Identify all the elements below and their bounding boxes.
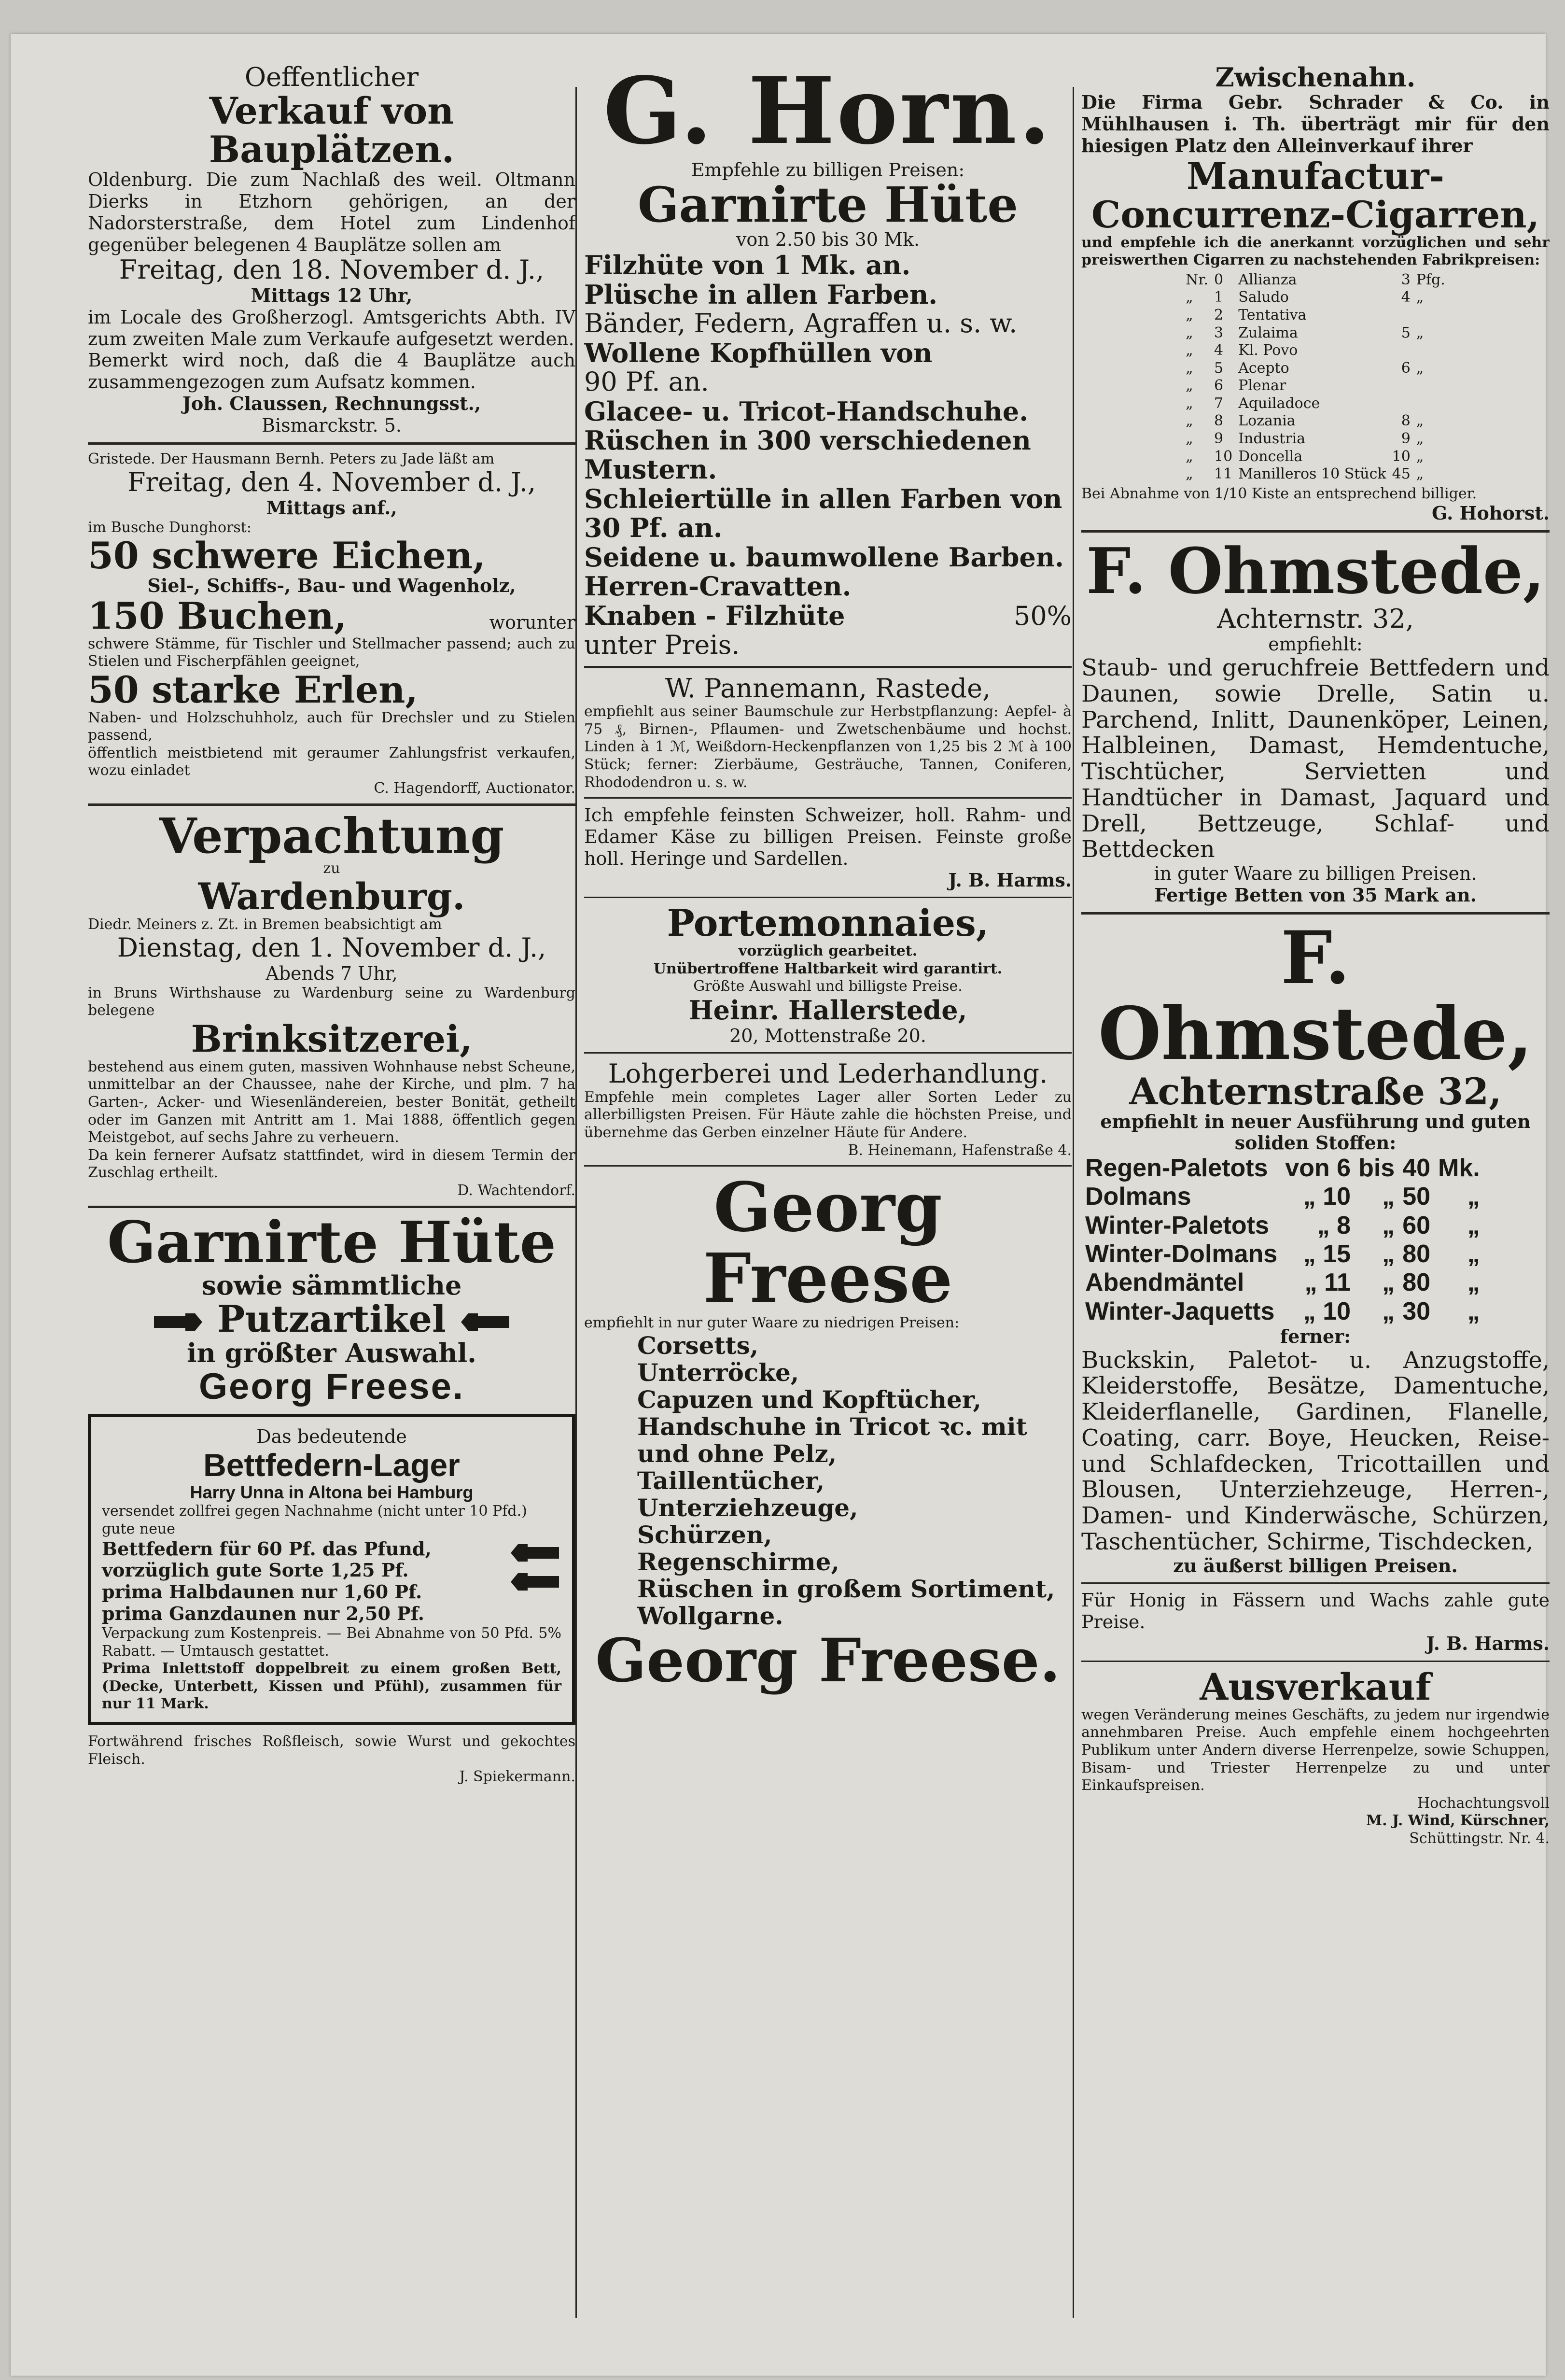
table-cell: Saludo [1238,289,1289,306]
ad-footer: Fertige Betten von 35 Mark an. [1154,884,1477,906]
ad-line: Glacee- u. Tricot-Handschuhe. [584,395,1029,427]
ad-address: Achternstr. 32, [1217,603,1414,634]
ad-body: Da kein fernerer Aufsatz stattfindet, wird in diesem Termin der Zuschlag ertheilt. [88,1146,575,1182]
list-item: und ohne Pelz, [637,1439,837,1468]
ad-close: Hochachtungsvoll [1417,1794,1550,1812]
ad-intro: empfiehlt: [1268,634,1363,655]
ad-intro: empfiehlt in neuer Ausführung und guten soliden Stoffen: [1100,1110,1531,1154]
table-cell: Kl. Povo [1238,342,1298,359]
table-cell: „ [1186,289,1193,306]
table-cell: von 6 [1285,1154,1351,1183]
divider [584,897,1072,898]
table-cell [1389,307,1413,324]
ad-line: Seidene u. baumwollene Barben. [584,541,1064,573]
divider [88,803,575,806]
column-divider [1073,87,1074,2318]
ad-intro: Diedr. Meiners z. Zt. in Bremen beabsichtigt am [88,915,442,933]
ad-holzverkauf [88,451,575,798]
table-cell: „ [1382,1268,1395,1297]
ad-garnirte-huete [88,1208,575,1408]
ad-line: sowie sämmtliche [201,1269,462,1301]
table-cell: 80 [1402,1268,1431,1297]
ad-time: Mittags anf., [266,496,397,519]
ad-intro: und empfehle ich die anerkannt vorzüglichen und sehr preiswerthen Cigarren zu nachstehenden Fabrikpreisen: [1081,234,1550,269]
table-cell: 0 [1214,271,1224,288]
ad-name: Heinr. Hallerstede, [688,995,967,1026]
table-cell: „ [1186,448,1193,465]
ad-signature: J. Spiekermann. [459,1768,575,1786]
ad-line: Knaben - Filzhüte [584,600,845,631]
table-cell: 60 [1402,1211,1431,1239]
ad-item: 50 schwere Eichen, [88,534,486,577]
column-left [88,63,575,2313]
table-cell: Pfg. [1416,271,1445,288]
table-cell: 3 [1214,324,1224,341]
ad-kaese [584,804,1072,891]
divider [1081,1661,1550,1662]
coat-price-table [1081,1154,1484,1326]
ad-body: Oldenburg. Die zum Nachlaß des weil. Oltmann Dierks in Etzhorn gehörigen, an der Nadorsterstraße, dem Hotel zum Lindenhof gegenüber belegenen 4 Bauplätze sollen am [88,169,575,255]
ad-portemonnaies [584,901,1072,1046]
column-divider [575,87,577,2318]
table-cell: Plenar [1238,377,1286,394]
table-cell [1413,395,1448,413]
ad-name: W. Pannemann, Rastede, [665,673,991,704]
list-item: Unterröcke, [637,1358,799,1387]
table-cell: „ [1186,394,1193,412]
ad-intro: Die Firma Gebr. Schrader & Co. in Mühlhausen i. Th. überträgt mir für den hiesigen Platz den Alleinverkauf ihrer [1081,91,1550,157]
list-item: Schürzen, [637,1520,772,1549]
ad-headline: Bettfedern-Lager [203,1447,460,1483]
ad-address: Bismarckstr. 5. [262,414,402,436]
ad-intro: versendet zollfrei gegen Nachnahme (nicht unter 10 Pfd.) gute neue [102,1503,527,1538]
ad-body: bestehend aus einem guten, massiven Wohnhause nebst Scheune, unmittelbar an der Chaussee, nahe der Kirche, und plm. 7 ha Garten-, Acker- und Wiesenländereien, bester Bonität, getheilt oder im Ganzen mit Antritt am 1. Mai 1888, öffentlich gegen Meistgebot, auf sechs Jahre zu verheuern. [88,1058,575,1146]
table-cell: Winter-Jaquetts [1085,1297,1275,1325]
table-cell: „ [1186,412,1193,430]
ad-line: Unübertroffene Haltbarkeit wird garantirt. [653,960,1003,977]
table-cell: „ [1186,342,1193,359]
table-cell: 40 [1402,1154,1431,1183]
table-cell: „ 11 [1304,1268,1351,1297]
ad-bettfedern-box [88,1414,575,1725]
divider [88,442,575,445]
table-row [1081,1240,1484,1268]
ad-headline: Garnirte Hüte [638,176,1018,234]
ad-date: Freitag, den 18. November d. J., [119,254,545,285]
divider [584,1165,1072,1167]
ad-body: Staub- und geruchfreie Bettfedern und Daunen, sowie Drelle, Satin u. Parchend, Inlitt, Daunenköper, Leinen, Halbleinen, Damast, Hemdentuche, Tischtücher, Servietten und Handtücher in Damast, Jaquard und Drell, Bettzeuge, Schlaf- und Bettdecken [1081,654,1550,863]
table-cell: Acepto [1238,359,1289,377]
ad-intro: empfiehlt in nur guter Waare zu niedrigen Preisen: [584,1314,960,1332]
table-row [1183,289,1448,307]
ad-item: 150 Buchen, [88,594,347,637]
table-cell: 5 [1401,324,1411,341]
table-cell [1389,342,1413,360]
table-cell: Allianza [1238,271,1297,288]
ad-item-note: schwere Stämme, für Tischler und Stellmacher passend; auch zu Stielen und Fischerpfählen geeignet, [88,635,575,670]
table-cell: 10 [1392,448,1411,465]
list-item: Unterziehzeuge, [637,1493,858,1522]
table-cell [1413,307,1448,324]
divider [1081,912,1550,915]
table-cell: 2 [1214,306,1224,324]
ad-name: Georg Freese. [198,1366,465,1408]
table-cell [1413,377,1448,395]
table-cell: Dolmans [1085,1183,1191,1211]
newspaper-page [11,34,1550,2376]
table-cell: Mk. [1438,1154,1480,1183]
ad-price-line: prima Halbdaunen nur 1,60 Pf. [102,1581,422,1603]
table-cell: „ [1186,377,1193,394]
ad-name: Georg Freese. [595,1625,1061,1696]
ad-intro: Empfehle zu billigen Preisen: [691,159,965,181]
ad-putzartikel: Putzartikel [217,1297,446,1340]
table-cell: 6 [1214,377,1224,394]
ad-signature: J. B. Harms. [948,869,1072,891]
ad-firm: Harry Unna in Altona bei Hamburg [190,1482,474,1503]
list-item: Handschuhe in Tricot ꝛc. mit [637,1412,1027,1441]
ad-address: Achternstraße 32, [1129,1070,1502,1113]
divider [1081,530,1550,533]
table-row [1081,1211,1484,1240]
table-row [1183,307,1448,324]
table-cell: „ [1467,1239,1480,1268]
table-cell: 4 [1401,289,1411,306]
list-item: Corsetts, [637,1331,759,1360]
ad-kicker: Das bedeutende [256,1426,407,1448]
table-cell [1389,395,1413,413]
ad-verpachtung [88,807,575,1200]
ad-signature: J. B. Harms. [1426,1633,1550,1655]
ad-georg-freese [584,1168,1072,1696]
table-cell: „ [1467,1183,1480,1211]
ad-price-line: prima Ganzdaunen nur 2,50 Pf. [102,1603,424,1625]
ad-line: Herren-Cravatten. [584,571,852,602]
table-cell: Doncella [1238,448,1303,465]
table-cell: 5 [1214,359,1224,377]
ad-signature: C. Hagendorff, Auctionator. [374,779,575,797]
ad-g-horn [584,63,1072,660]
list-item: Capuzen und Kopftücher, [637,1385,981,1414]
ad-line [88,1297,575,1340]
ad-price-line: vorzüglich gute Sorte 1,25 Pf. [102,1559,409,1581]
ad-signature: Joh. Claussen, Rechnungsst., [182,392,481,414]
table-cell: 11 [1214,465,1233,483]
ad-note: Bei Abnahme von 1/10 Kiste an entsprechend billiger. [1081,485,1477,502]
table-row [1081,1154,1484,1183]
ad-rossfleisch [88,1733,575,1786]
ad-product: Manufactur-Concurrenz-Cigarren, [1091,154,1540,236]
table-cell: 7 [1214,394,1224,412]
table-cell: „ [1416,359,1424,377]
ad-headline: Ausverkauf [1200,1665,1431,1708]
list-item: Rüschen in großem Sortiment, [637,1574,1055,1603]
ad-body: Fortwährend frisches Roßfleisch, sowie Wurst und gekochtes Fleisch. [88,1732,575,1768]
ad-percent: 50% [1013,600,1072,631]
ad-inlett: Prima Inlettstoff doppelbreit zu einem großen Bett, (Decke, Unterbett, Kissen und Pfühl), zusammen für nur 11 Mark. [102,1660,561,1713]
table-cell: Manilleros 10 Stück [1238,465,1386,483]
ad-intro: Gristede. Der Hausmann Bernh. Peters zu Jade läßt am [88,450,495,467]
table-cell: „ [1416,465,1424,483]
ad-name: Georg Freese [703,1168,953,1319]
ad-name: F. Ohmstede, [1098,915,1533,1077]
table-cell: 9 [1401,430,1411,448]
column-right [1081,63,1550,2313]
ad-line: unter Preis. [584,630,740,661]
ad-name: G. Horn. [603,63,1053,165]
table-cell: „ 15 [1303,1239,1351,1268]
table-row [1183,360,1448,378]
table-cell: Winter-Dolmans [1085,1239,1278,1268]
ad-zu: zu [323,859,340,877]
table-row [1081,1297,1484,1326]
ad-signature: G. Hohorst. [1432,502,1550,524]
table-cell: Nr. [1186,271,1208,288]
ad-signature: M. J. Wind, Kürschner, [1366,1812,1550,1830]
ad-ausverkauf [1081,1665,1550,1848]
table-cell: „ [1416,448,1424,465]
ad-headline: Verkauf von Bauplätzen. [209,89,455,171]
list-item: Wollgarne. [637,1601,783,1630]
ad-headline: Zwischenahn. [1215,63,1416,93]
ad-honig [1081,1590,1550,1654]
table-row [1183,377,1448,395]
ad-line: Schleiertülle in allen Farben von 30 Pf. an. [584,483,1062,544]
ad-item-note: Siel-, Schiffs-, Bau- und Wagenholz, [147,574,516,596]
table-cell: Abendmäntel [1085,1268,1244,1297]
ad-line: Größte Auswahl und billigste Preise. [693,978,963,995]
ad-headline: Garnirte Hüte [107,1208,556,1276]
table-row [1183,395,1448,413]
table-cell: 1 [1214,289,1224,306]
ad-line: Rüschen in 300 verschiedenen Mustern. [584,424,1031,485]
pointing-hand-icon [508,1538,561,1567]
table-cell: 4 [1214,342,1224,359]
ad-location: in Bruns Wirthshause zu Wardenburg seine zu Wardenburg belegene [88,984,575,1019]
column-middle [584,63,1072,2313]
table-cell: „ [1416,289,1424,306]
table-cell: „ [1416,430,1424,448]
divider [88,1206,575,1208]
ad-line: 90 Pf. an. [584,366,709,397]
ad-name: F. Ohmstede, [1086,534,1545,608]
list-item: Taillentücher, [637,1466,825,1495]
table-row [1183,430,1448,448]
ad-time: Abends 7 Uhr, [265,962,398,984]
table-cell: „ [1382,1183,1395,1211]
ad-line: Plüsche in allen Farben. [584,279,938,310]
table-row [1081,1183,1484,1211]
table-cell: „ [1186,359,1193,377]
ad-terms: Verpackung zum Kostenpreis. — Bei Abnahme von 50 Pfd. 5% Rabatt. — Umtausch gestattet. [102,1624,561,1660]
pointing-hand-icon [152,1308,205,1337]
ad-object: Brinksitzerei, [191,1017,473,1060]
divider [584,666,1072,668]
ad-place: Wardenburg. [198,875,465,918]
table-cell: 6 [1401,359,1411,377]
ad-zwischenahn [1081,63,1550,524]
table-cell: 45 [1392,465,1411,483]
ad-body: Ich empfehle feinsten Schweizer, holl. Rahm- und Edamer Käse zu billigen Preisen. Feinste große holl. Heringe und Sardellen. [584,804,1072,869]
table-cell: 3 [1401,271,1411,288]
ad-item-list [584,1332,1072,1630]
ad-ferner: ferner: [1280,1325,1351,1347]
table-cell: 50 [1402,1183,1431,1211]
ad-line: Wollene Kopfhüllen von [584,337,933,368]
ad-line: Filzhüte von 1 Mk. an. [584,250,911,281]
ad-line: in größter Auswahl. [187,1337,476,1368]
ad-kicker: Oeffentlicher [244,63,419,92]
table-row [1183,465,1448,483]
table-row [1183,412,1448,430]
ad-pannemann [584,674,1072,791]
ad-line: in guter Waare zu billigen Preisen. [1154,863,1477,885]
divider [584,1052,1072,1054]
table-cell: Regen-Paletots [1085,1154,1268,1183]
table-cell: 10 [1214,448,1233,465]
table-cell: 80 [1402,1239,1431,1268]
ad-body: Bemerkt wird noch, daß die 4 Bauplätze auch zusammengezogen zum Aufsatz kommen. [88,350,575,393]
table-cell: Industria [1238,430,1306,448]
ad-body: Für Honig in Fässern und Wachs zahle gute Preise. [1081,1590,1550,1633]
ad-footer: zu äußerst billigen Preisen. [1173,1554,1458,1577]
ad-ohmstede-2 [1081,915,1550,1577]
ad-body: wegen Veränderung meines Geschäfts, zu jedem nur irgendwie annehmbaren Preise. Auch empfehle einem hochgeehrten Publikum unter Andern diverse Herrenpelze, sowie Schuppen, Bisam- und Triester Herrenpelze zu und unter Einkaufspreisen. [1081,1706,1550,1794]
ad-lohgerberei [584,1059,1072,1159]
table-cell: 9 [1214,430,1224,448]
table-cell: „ 10 [1303,1183,1351,1211]
ad-item: 50 starke Erlen, [88,668,418,711]
table-cell: „ 8 [1317,1211,1351,1239]
pointing-hand-icon [508,1567,561,1596]
table-cell: „ [1186,465,1193,483]
ad-line: Bänder, Federn, Agraffen u. s. w. [584,308,1018,339]
divider [584,797,1072,799]
table-cell: Aquiladoce [1238,394,1320,412]
cigar-price-table [1183,271,1448,483]
ad-ohmstede-1 [1081,534,1550,906]
table-cell: „ [1186,306,1193,324]
ad-signature: D. Wachtendorf. [457,1182,575,1199]
table-row [1081,1268,1484,1297]
table-cell: 8 [1214,412,1224,430]
table-cell: „ [1467,1297,1480,1325]
table-cell: „ [1467,1211,1480,1239]
table-cell: bis [1358,1154,1395,1183]
table-cell: „ [1382,1297,1395,1325]
table-row [1183,324,1448,342]
ad-place: im Busche Dunghorst: [88,519,252,536]
ad-body: empfiehlt aus seiner Baumschule zur Herbstpflanzung: Aepfel- à 75 ₰, Birnen-, Pflaumen- und Zwetschenbäume und hochst. Linden à 1 ℳ, Weißdorn-Heckenpflanzen von 1,25 bis 2 ℳ à 100 Stück; ferner: Zierbäume, Gesträuche, Tannen, Coniferen, Rhododendron u. s. w. [584,703,1072,791]
table-cell: Zulaima [1238,324,1298,341]
ad-bauplaetze [88,63,575,437]
table-cell [1389,377,1413,395]
ad-body: Empfehle mein completes Lager aller Sorten Leder zu allerbilligsten Preisen. Für Häute zahle die höchsten Preise, und übernehme das Gerben einzelner Häute für Andere. [584,1088,1072,1141]
table-cell: „ [1416,412,1424,430]
ad-date: Dienstag, den 1. November d. J., [117,932,546,963]
ad-price: von 2.50 bis 30 Mk. [736,229,920,251]
table-cell: „ [1416,324,1424,341]
table-cell: „ 10 [1303,1297,1351,1325]
pointing-hand-icon [459,1308,512,1337]
table-cell: „ [1467,1268,1480,1297]
table-cell: „ [1382,1239,1395,1268]
table-cell: „ [1382,1211,1395,1239]
table-row [1183,271,1448,289]
table-cell: „ [1186,324,1193,341]
table-cell: „ [1186,430,1193,448]
ad-body: im Locale des Großherzogl. Amtsgerichts Abth. IV zum zweiten Male zum Verkaufe aufgesetzt werden. [88,306,575,350]
divider [1081,1582,1550,1584]
ad-body: Buckskin, Paletot- u. Anzugstoffe, Kleiderstoffe, Besätze, Damentuche, Kleiderflanelle, Gardinen, Flanelle, Coating, carr. Boye, Heucken, Reise- und Schlafdecken, Tricottaillen und Blousen, Unterziehzeuge, Herren-, Damen- und Kinderwäsche, Schürzen, Taschentücher, Schirme, Tischdecken, [1081,1346,1550,1555]
ad-headline: Lohgerberei und Lederhandlung. [608,1058,1048,1089]
table-cell: Tentativa [1238,306,1307,324]
table-cell: 30 [1402,1297,1431,1325]
table-row [1183,342,1448,360]
table-cell: 8 [1401,412,1411,430]
ad-address: 20, Mottenstraße 20. [729,1025,926,1046]
ad-item-note: Naben- und Holzschuhholz, auch für Drechsler und zu Stielen passend, [88,709,575,744]
list-item: Regenschirme, [637,1547,839,1576]
ad-signature: B. Heinemann, Hafenstraße 4. [848,1141,1072,1159]
ad-outro: öffentlich meistbietend mit geraumer Zahlungsfrist verkaufen, wozu einladet [88,744,575,779]
ad-date: Freitag, den 4. November d. J., [127,467,536,498]
ad-line: vorzüglich gearbeitet. [738,943,918,960]
table-cell [1413,342,1448,360]
table-cell: Winter-Paletots [1085,1211,1269,1239]
table-cell: Lozania [1238,412,1296,430]
table-row [1183,448,1448,466]
ad-price-line: Bettfedern für 60 Pf. das Pfund, [102,1537,432,1560]
ad-time: Mittags 12 Uhr, [251,284,413,306]
ad-headline: Verpachtung [159,807,504,864]
ad-address: Schüttingstr. Nr. 4. [1409,1830,1550,1847]
ad-item-suffix: worunter [489,611,575,633]
ad-headline: Portemonnaies, [667,901,989,945]
